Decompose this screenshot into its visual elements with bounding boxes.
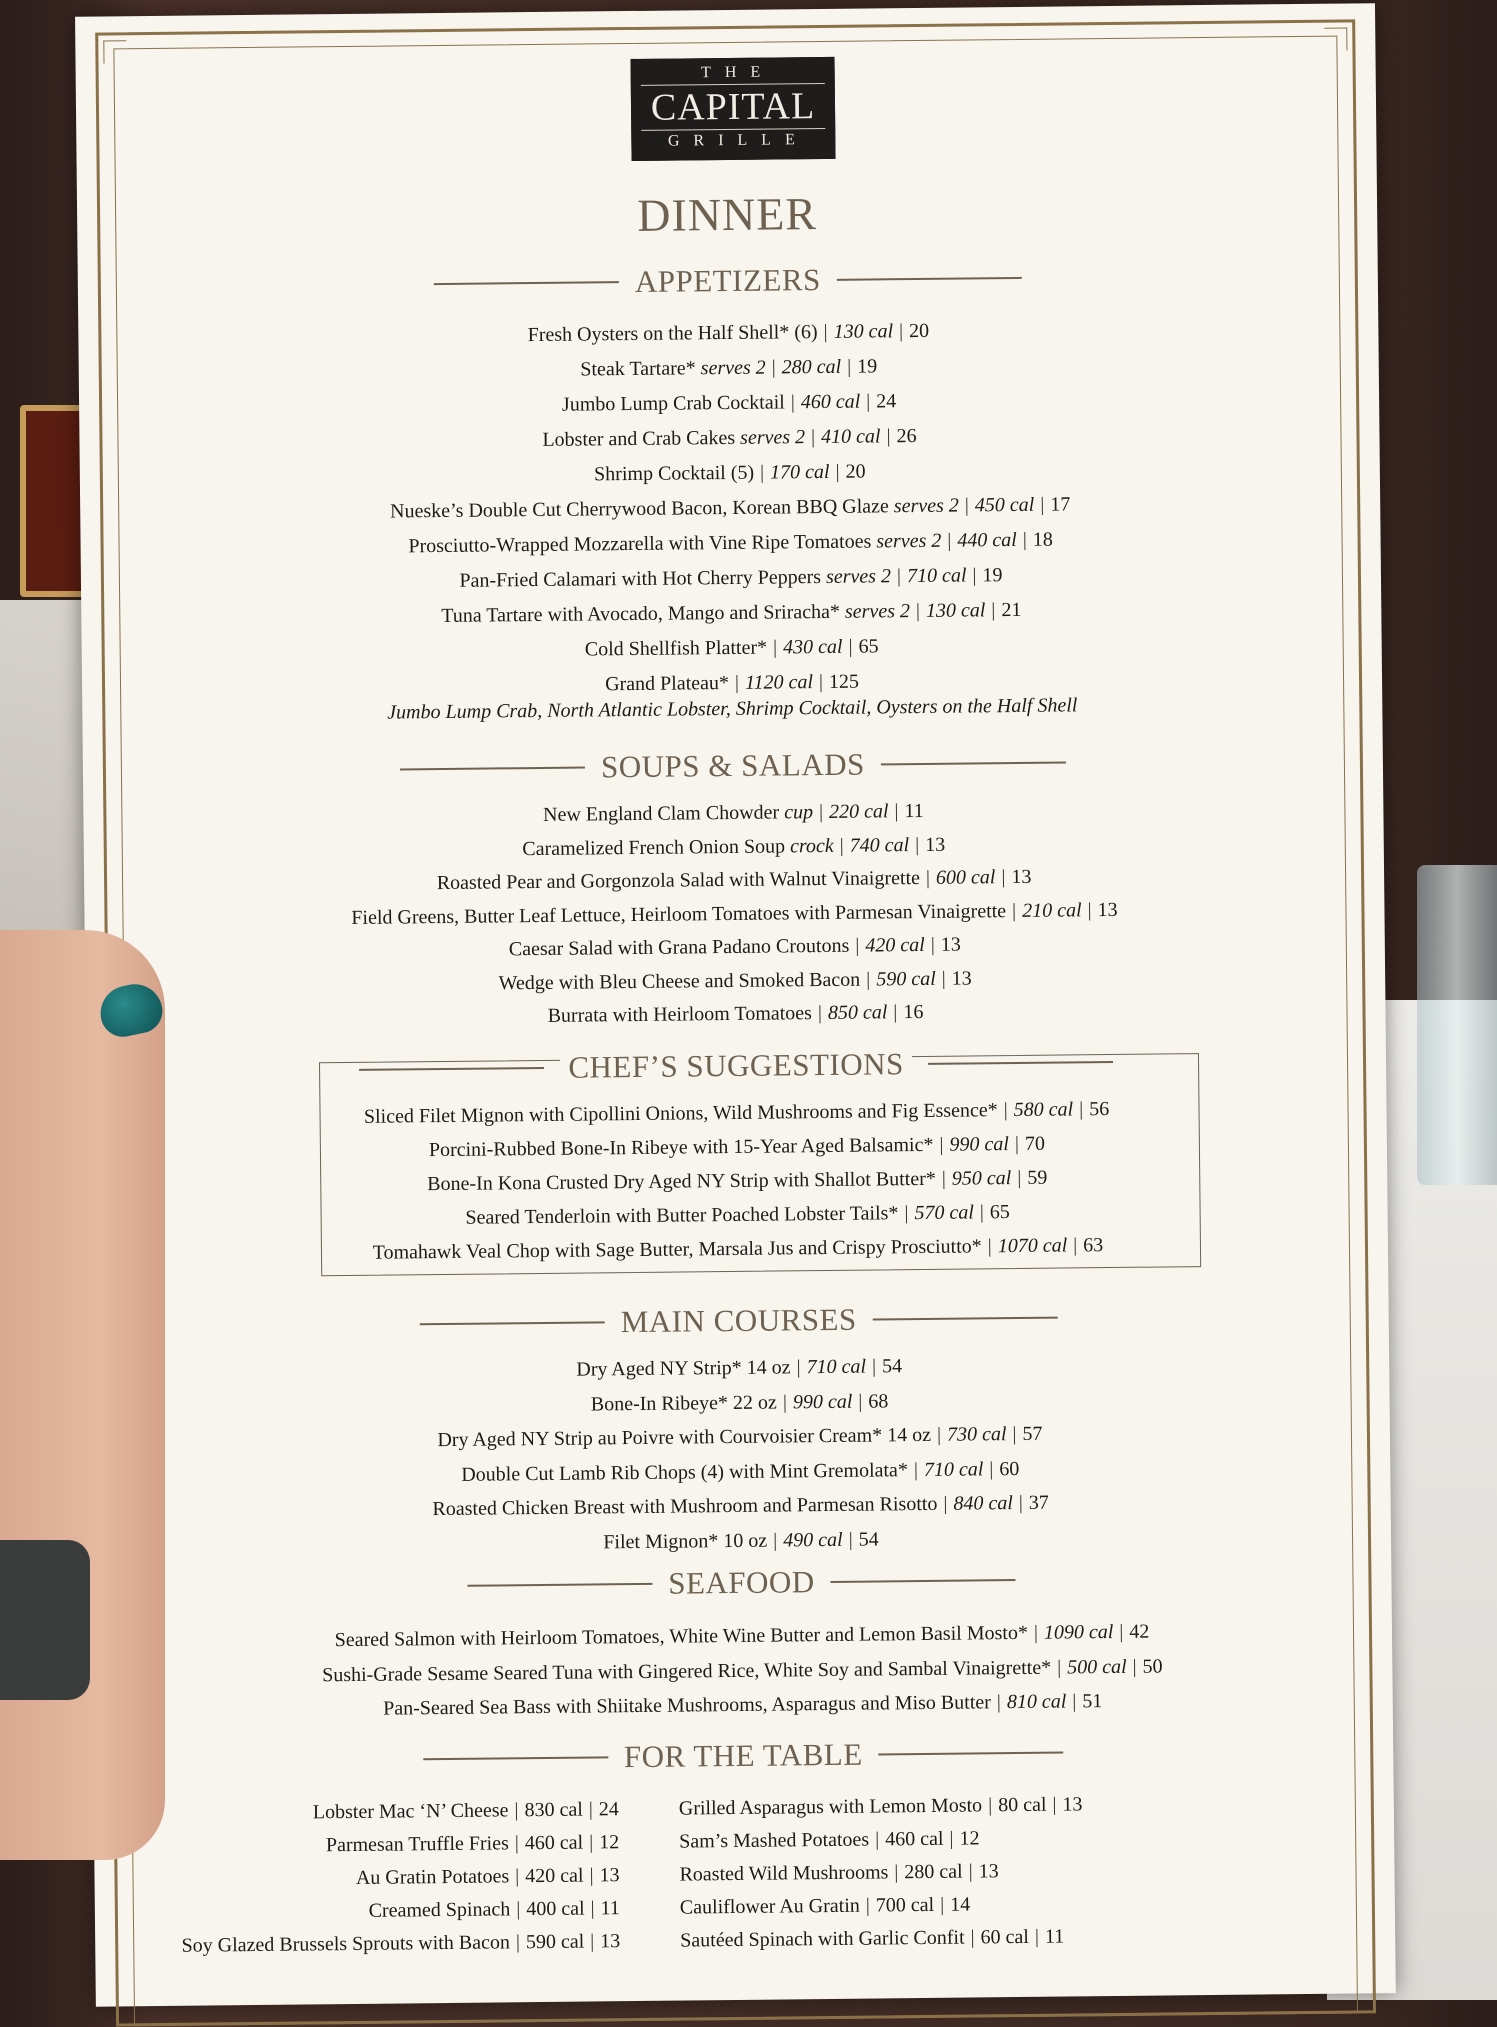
separator: |	[979, 1201, 984, 1224]
separator: |	[818, 671, 824, 694]
separator: |	[1073, 1234, 1078, 1257]
separator: |	[1119, 1620, 1124, 1643]
separator: |	[939, 1133, 944, 1156]
item-price: 21	[1001, 598, 1022, 622]
separator: |	[987, 1235, 992, 1258]
item-name: Tuna Tartare with Avocado, Mango and Sriracha*	[441, 600, 841, 628]
item-serving-note: serves 2	[740, 426, 806, 449]
separator: |	[949, 1827, 954, 1850]
separator: |	[913, 1458, 919, 1481]
hand	[0, 930, 165, 1860]
item-price: 20	[908, 319, 930, 343]
item-price: 56	[1089, 1098, 1110, 1121]
separator: |	[823, 320, 828, 343]
side-item	[680, 1890, 1084, 1927]
item-name: Jumbo Lump Crab Cocktail	[561, 391, 785, 416]
item-price: 13	[925, 833, 946, 856]
separator: |	[865, 1894, 870, 1917]
item-name: Tomahawk Veal Chop with Sage Butter, Marsala Jus and Crispy Prosciutto*	[372, 1235, 982, 1264]
separator: |	[590, 1897, 595, 1920]
separator: |	[855, 934, 860, 957]
item-name: Cauliflower Au Gratin	[679, 1894, 860, 1919]
side-item	[679, 1857, 1083, 1894]
item-name: Roasted Pear and Gorgonzola Salad with Walnut Vinaigrette	[436, 867, 921, 895]
item-price: 26	[896, 425, 917, 448]
item-calories: 400 cal	[526, 1897, 585, 1921]
separator: |	[790, 391, 795, 414]
separator: |	[940, 1893, 945, 1916]
item-name: Prosciutto-Wrapped Mozzarella with Vine Ripe Tomatoes	[408, 530, 872, 558]
separator: |	[1132, 1655, 1137, 1678]
item-price: 11	[1044, 1925, 1065, 1948]
separator: |	[941, 1167, 946, 1190]
divider	[837, 277, 1022, 280]
item-serving-note: serves 2	[893, 494, 959, 518]
item-name: Seared Salmon with Heirloom Tomatoes, White Wine Butter and Lemon Basil Mosto*	[334, 1621, 1029, 1652]
item-name: Sushi-Grade Sesame Seared Tuna with Gingered Rice, White Soy and Sambal Vinaigrette*	[322, 1656, 1052, 1686]
separator: |	[968, 1860, 973, 1883]
item-calories: 950 cal	[951, 1167, 1012, 1190]
divider	[434, 281, 619, 284]
section-title: MAIN COURSES	[620, 1301, 857, 1340]
item-name: Field Greens, Butter Leaf Lettuce, Heirloom Tomatoes with Parmesan Vinaigrette	[351, 899, 1007, 929]
separator: |	[991, 599, 996, 622]
item-name: Pan-Fried Calamari with Hot Cherry Peppers	[459, 566, 822, 592]
menu-card	[75, 3, 1396, 2007]
separator: |	[970, 1926, 975, 1949]
item-name: Wedge with Bleu Cheese and Smoked Bacon	[498, 968, 861, 994]
smartwatch-band	[0, 1540, 90, 1700]
water-glass	[1417, 865, 1497, 1185]
logo-bottom-text: GRILLE	[667, 131, 809, 150]
item-calories: 60 cal	[980, 1925, 1030, 1949]
item-calories: 850 cal	[827, 1001, 888, 1024]
item-name: Porcini-Rubbed Bone-In Ribeye with 15-Year Aged Balsamic*	[428, 1133, 934, 1162]
item-price: 17	[1050, 493, 1071, 516]
item-price: 37	[1028, 1491, 1049, 1514]
section-title: SEAFOOD	[668, 1564, 815, 1601]
separator: |	[936, 1423, 942, 1446]
item-calories: 280 cal	[904, 1860, 963, 1884]
separator: |	[772, 636, 778, 659]
separator: |	[947, 529, 952, 552]
divider	[881, 762, 1066, 765]
item-name: Fresh Oysters on the Half Shell* (6)	[527, 321, 818, 347]
separator: |	[1017, 1166, 1022, 1190]
item-serving-note: serves 2	[700, 356, 766, 380]
item-price: 13	[1097, 898, 1118, 921]
separator: |	[515, 1865, 520, 1888]
item-calories: 710 cal	[906, 564, 967, 588]
separator: |	[996, 1691, 1001, 1714]
item-calories: 460 cal	[885, 1827, 944, 1851]
separator: |	[1018, 1491, 1023, 1515]
item-price: 13	[1062, 1793, 1083, 1816]
side-item	[180, 1829, 619, 1867]
separator: |	[839, 834, 844, 857]
item-name: Nueske’s Double Cut Cherrywood Bacon, Korean BBQ Glaze	[389, 495, 889, 523]
separator: |	[1012, 899, 1017, 922]
item-name: Caramelized French Onion Soup	[522, 834, 786, 860]
item-calories: 130 cal	[833, 320, 894, 343]
side-item	[679, 1791, 1083, 1828]
divider	[879, 1752, 1064, 1755]
item-name: Sam’s Mashed Potatoes	[679, 1828, 870, 1853]
item-price: 14	[950, 1893, 971, 1916]
restaurant-logo	[631, 57, 836, 161]
item-name: Pan-Seared Sea Bass with Shiitake Mushrooms, Asparagus and Miso Butter	[383, 1691, 991, 1720]
item-price: 42	[1129, 1620, 1150, 1643]
separator: |	[771, 356, 776, 379]
separator: |	[904, 1202, 909, 1225]
item-price: 13	[600, 1930, 621, 1953]
item-name: Bone-In Ribeye* 22 oz	[590, 1391, 777, 1415]
item-calories: 740 cal	[849, 833, 910, 857]
separator: |	[810, 426, 816, 449]
section-title: FOR THE TABLE	[623, 1736, 863, 1775]
item-price: 54	[881, 1355, 903, 1378]
item-calories: 490 cal	[783, 1528, 843, 1551]
item-name: Grilled Asparagus with Lemon Mosto	[678, 1794, 983, 1820]
item-price: 13	[599, 1864, 620, 1887]
item-price: 24	[598, 1798, 619, 1821]
item-price: 19	[857, 355, 878, 378]
separator: |	[514, 1832, 519, 1855]
item-serving-note: crock	[789, 834, 834, 857]
item-name: Parmesan Truffle Fries	[325, 1832, 509, 1857]
item-price: 60	[999, 1457, 1020, 1480]
divider	[928, 1061, 1113, 1064]
item-price: 59	[1027, 1166, 1048, 1189]
item-calories: 500 cal	[1067, 1655, 1127, 1679]
item-price: 68	[868, 1389, 889, 1413]
item-price: 13	[978, 1860, 999, 1883]
item-calories: 460 cal	[800, 390, 861, 414]
item-price: 65	[989, 1201, 1010, 1224]
separator: |	[898, 320, 904, 343]
item-price: 54	[858, 1527, 879, 1551]
separator: |	[893, 1001, 898, 1024]
item-price: 16	[903, 1000, 924, 1024]
separator: |	[943, 1492, 948, 1515]
separator: |	[1003, 1099, 1008, 1122]
sides-left-column	[180, 1796, 620, 1966]
separator: |	[1072, 1690, 1077, 1713]
item-name: Creamed Spinach	[368, 1898, 511, 1922]
item-price: 57	[1022, 1422, 1043, 1445]
item-price: 70	[1024, 1132, 1046, 1155]
item-calories: 420 cal	[865, 933, 925, 957]
item-serving-note: cup	[784, 801, 814, 824]
item-calories: 460 cal	[524, 1831, 584, 1855]
separator: |	[515, 1931, 521, 1954]
separator: |	[734, 671, 740, 694]
item-calories: 990 cal	[949, 1133, 1010, 1156]
item-price: 18	[1032, 528, 1053, 551]
item-calories: 1120 cal	[744, 671, 814, 694]
item-name: Dry Aged NY Strip* 14 oz	[576, 1356, 791, 1381]
separator: |	[988, 1794, 993, 1817]
corner-ornament	[1324, 27, 1347, 50]
separator: |	[1012, 1423, 1017, 1446]
separator: |	[817, 1002, 823, 1025]
item-name: Burrata with Heirloom Tomatoes	[547, 1002, 813, 1027]
menu-content	[75, 3, 1375, 1957]
plateau-description: Jumbo Lump Crab, North Atlantic Lobster, Shrimp Cocktail, Oysters on the Half Shell	[387, 694, 1078, 724]
divider	[420, 1322, 605, 1325]
separator: |	[1057, 1656, 1062, 1679]
separator: |	[835, 460, 840, 483]
divider	[359, 1067, 544, 1070]
item-price: 13	[1011, 865, 1032, 889]
divider	[831, 1579, 1016, 1582]
section-title: APPETIZERS	[634, 262, 821, 299]
item-name: Soy Glazed Brussels Sprouts with Bacon	[181, 1931, 510, 1957]
separator: |	[1022, 528, 1027, 551]
item-serving-note: serves 2	[844, 600, 911, 623]
item-calories: 570 cal	[914, 1201, 974, 1225]
separator: |	[1033, 1621, 1039, 1644]
item-calories: 280 cal	[781, 355, 842, 379]
item-price: 19	[982, 564, 1003, 587]
item-serving-note: serves 2	[825, 565, 892, 588]
separator: |	[989, 1457, 994, 1480]
item-calories: 590 cal	[876, 967, 936, 990]
item-price: 12	[599, 1831, 620, 1854]
item-name: Sautéed Spinach with Garlic Confit	[680, 1926, 965, 1952]
separator: |	[590, 1930, 595, 1953]
separator: |	[866, 390, 871, 413]
item-name: Sliced Filet Mignon with Cipollini Onions, Wild Mushrooms and Fig Essence*	[363, 1099, 998, 1128]
item-calories: 730 cal	[946, 1423, 1007, 1446]
item-name: Cold Shellfish Platter*	[584, 636, 768, 661]
separator: |	[896, 565, 902, 588]
section-title: CHEF’S SUGGESTIONS	[560, 1046, 912, 1086]
sides-right-column	[679, 1791, 1084, 1960]
separator: |	[782, 1390, 788, 1413]
divider	[423, 1757, 608, 1760]
separator: |	[1034, 1925, 1040, 1948]
separator: |	[847, 355, 852, 378]
item-price: 13	[940, 933, 961, 956]
separator: |	[925, 866, 931, 889]
item-calories: 430 cal	[782, 635, 843, 659]
separator: |	[941, 967, 946, 990]
item-calories: 990 cal	[792, 1390, 853, 1413]
item-calories: 710 cal	[923, 1457, 984, 1481]
side-item	[180, 1796, 619, 1834]
separator: |	[516, 1898, 521, 1921]
side-item	[181, 1895, 620, 1933]
item-name: Lobster Mac ‘N’ Cheese	[312, 1799, 509, 1824]
item-name: Filet Mignon* 10 oz	[603, 1529, 768, 1553]
item-calories: 410 cal	[821, 425, 881, 449]
menu-title: DINNER	[636, 188, 818, 241]
side-item	[679, 1824, 1083, 1861]
item-calories: 130 cal	[925, 599, 986, 622]
separator: |	[1079, 1098, 1084, 1121]
item-calories: 220 cal	[828, 800, 889, 823]
separator: |	[1014, 1132, 1020, 1156]
separator: |	[848, 1528, 853, 1551]
item-name: Steak Tartare*	[580, 357, 696, 381]
item-calories: 210 cal	[1022, 898, 1082, 922]
separator: |	[759, 461, 765, 484]
item-price: 50	[1142, 1655, 1163, 1678]
item-name: Double Cut Lamb Rib Chops (4) with Mint Gremolata*	[461, 1458, 908, 1486]
separator: |	[866, 968, 871, 991]
item-calories: 580 cal	[1013, 1098, 1074, 1122]
separator: |	[514, 1799, 519, 1822]
separator: |	[1052, 1793, 1057, 1816]
item-serving-note: serves 2	[876, 529, 942, 553]
item-calories: 450 cal	[974, 493, 1035, 517]
separator: |	[773, 1529, 778, 1552]
separator: |	[875, 1828, 880, 1851]
item-name: Grand Plateau*	[605, 671, 730, 696]
separator: |	[886, 425, 891, 448]
item-name: Shrimp Cocktail (5)	[594, 461, 755, 486]
separator: |	[858, 1390, 863, 1413]
item-calories: 1070 cal	[997, 1234, 1068, 1258]
item-calories: 840 cal	[953, 1492, 1013, 1515]
item-calories: 710 cal	[806, 1355, 867, 1379]
item-price: 13	[951, 966, 972, 990]
logo-main-text: CAPITAL	[641, 83, 825, 131]
side-item	[181, 1862, 620, 1900]
section-title: SOUPS & SALADS	[600, 746, 865, 785]
item-name: New England Clam Chowder	[542, 801, 780, 826]
separator: |	[1087, 898, 1092, 921]
item-name: Dry Aged NY Strip au Poivre with Courvoisier Cream* 14 oz	[437, 1423, 932, 1452]
item-price: 63	[1083, 1234, 1104, 1257]
item-price: 12	[959, 1827, 980, 1850]
item-name: Bone-In Kona Crusted Dry Aged NY Strip with Shallot Butter*	[427, 1167, 936, 1196]
item-calories: 1090 cal	[1043, 1621, 1114, 1644]
separator: |	[589, 1831, 594, 1854]
item-calories: 420 cal	[525, 1864, 584, 1888]
divider	[873, 1317, 1058, 1320]
item-price: 65	[858, 635, 879, 658]
separator: |	[1040, 493, 1045, 516]
separator: |	[588, 1798, 593, 1821]
separator: |	[915, 833, 920, 856]
separator: |	[964, 494, 969, 517]
item-calories: 700 cal	[875, 1893, 935, 1917]
item-price: 11	[600, 1897, 620, 1920]
item-calories: 830 cal	[524, 1798, 583, 1822]
separator: |	[915, 599, 921, 623]
item-name: Roasted Chicken Breast with Mushroom and Parmesan Risotto	[432, 1492, 938, 1521]
item-price: 11	[904, 799, 924, 823]
separator: |	[871, 1355, 877, 1378]
item-calories: 80 cal	[998, 1793, 1047, 1817]
divider	[467, 1583, 652, 1586]
separator: |	[972, 564, 977, 587]
item-price: 24	[876, 390, 897, 413]
item-calories: 600 cal	[935, 866, 996, 889]
side-item	[181, 1928, 620, 1966]
separator: |	[589, 1864, 594, 1887]
corner-ornament	[103, 40, 126, 63]
item-name: Caesar Salad with Grana Padano Croutons	[508, 934, 850, 961]
item-name: Lobster and Crab Cakes	[542, 426, 736, 451]
item-calories: 440 cal	[957, 528, 1017, 552]
separator: |	[894, 1861, 899, 1884]
item-price: 125	[828, 670, 860, 693]
item-calories: 590 cal	[525, 1930, 585, 1954]
item-calories: 810 cal	[1006, 1690, 1067, 1714]
separator: |	[894, 800, 899, 823]
separator: |	[796, 1356, 801, 1379]
divider	[400, 767, 585, 770]
item-price: 20	[845, 460, 866, 483]
separator: |	[848, 635, 853, 658]
separator: |	[818, 801, 824, 824]
item-name: Seared Tenderloin with Butter Poached Lobster Tails*	[465, 1202, 899, 1229]
logo-top-text: THE	[701, 63, 775, 82]
separator: |	[930, 933, 935, 956]
item-price: 51	[1082, 1690, 1103, 1713]
item-name: Roasted Wild Mushrooms	[679, 1861, 889, 1886]
separator: |	[1001, 866, 1006, 889]
side-item	[680, 1923, 1084, 1960]
item-name: Au Gratin Potatoes	[355, 1865, 510, 1889]
item-calories: 170 cal	[769, 460, 830, 484]
